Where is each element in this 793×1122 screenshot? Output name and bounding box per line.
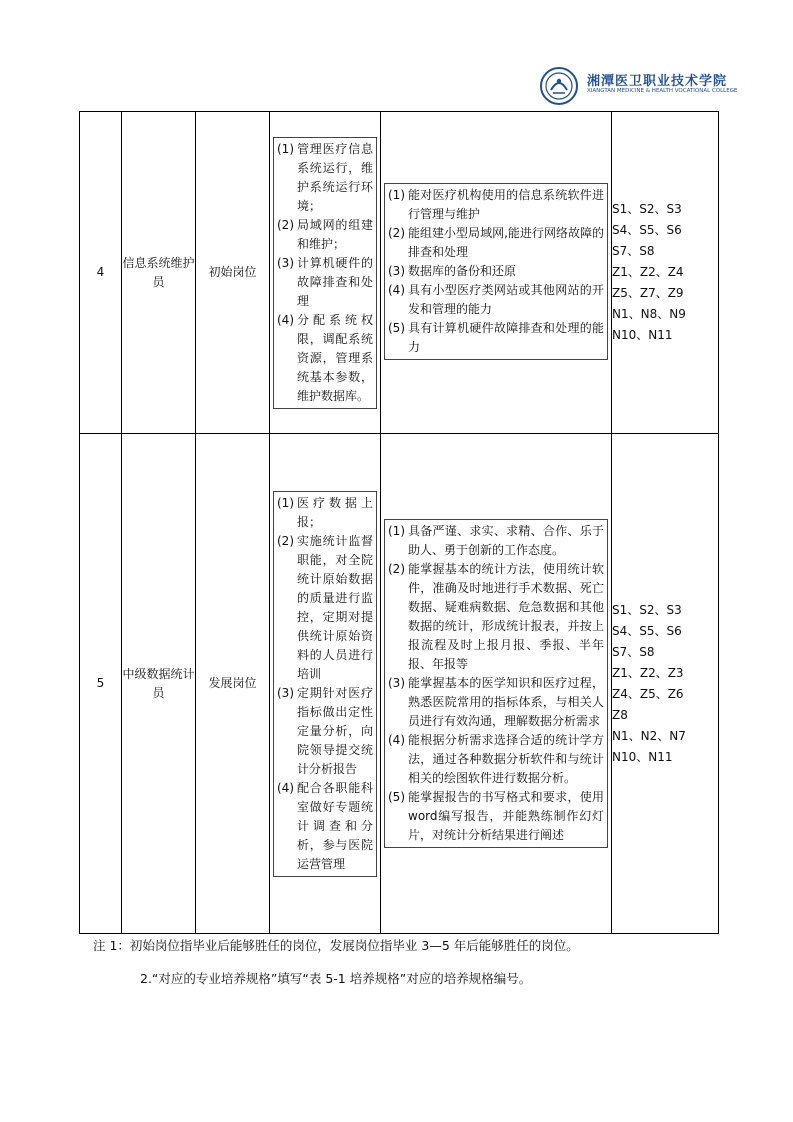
list-item <box>277 684 373 779</box>
college-emblem-icon <box>537 66 581 106</box>
list-item <box>388 262 604 281</box>
table-notes <box>93 936 733 989</box>
position-name: 信息系统维护员 <box>122 112 196 434</box>
item-text: 能掌握基本的医学知识和医疗过程，熟悉医院常用的指标体系，与相关人员进行有效沟通，理解数据分析需求 <box>408 676 604 728</box>
item-text: 具备严谨、求实、求精、合作、乐于助人、勇于创新的工作态度。 <box>408 524 604 557</box>
item-number: (1) <box>277 141 294 156</box>
item-number: (3) <box>388 263 405 278</box>
spec-code: N1、N8、N9 <box>612 307 686 321</box>
spec-code: N10、N11 <box>612 328 673 342</box>
work-tasks-list <box>273 137 377 409</box>
college-logo <box>537 66 738 106</box>
item-number: (1) <box>388 524 405 538</box>
item-number: (4) <box>277 312 294 327</box>
item-number: (1) <box>277 495 294 510</box>
position-name: 中级数据统计员 <box>122 434 196 934</box>
item-text: 定期针对医疗指标做出定性定量分析，向院领导提交统计分析报告 <box>297 685 373 776</box>
work-tasks-cell <box>270 434 381 934</box>
work-tasks-list <box>273 491 377 877</box>
spec-code: S4、S5、S6 <box>612 623 682 638</box>
item-number: (3) <box>277 255 294 270</box>
note-2: 2.“对应的专业培养规格”填写“表 5-1 培养规格”对应的培养规格编号。 <box>140 971 532 986</box>
item-text: 能根据分析需求选择合适的统计学方法，通过各种数据分析软件和与统计相关的绘图软件进行数据分析。 <box>408 733 604 785</box>
spec-code: S1、S2、S3 <box>612 602 682 617</box>
item-number: (4) <box>277 780 294 795</box>
item-number: (1) <box>388 187 405 202</box>
row-number: 5 <box>80 434 122 934</box>
item-text: 能掌握报告的书写格式和要求，使用word编写报告，并能熟练制作幻灯片，对统计分析结果进行阐述 <box>408 790 604 842</box>
abilities-cell <box>381 112 612 434</box>
list-item <box>277 254 373 311</box>
list-item <box>388 560 604 674</box>
item-number: (5) <box>388 320 405 335</box>
spec-code: S4、S5、S6 <box>612 223 682 237</box>
spec-code: Z5、Z7、Z9 <box>612 286 684 300</box>
note-1: 注 1：初始岗位指毕业后能够胜任的岗位，发展岗位指毕业 3—5 年后能够胜任的岗位。 <box>93 938 579 953</box>
list-item <box>277 216 373 254</box>
spec-codes-cell <box>612 434 719 934</box>
item-text: 具有小型医疗类网站或其他网站的开发和管理的能力 <box>408 282 604 316</box>
list-item <box>388 319 604 357</box>
list-item <box>388 224 604 262</box>
item-text: 能对医疗机构使用的信息系统软件进行管理与维护 <box>408 187 604 221</box>
item-number: (2) <box>388 562 405 576</box>
item-number: (2) <box>277 533 294 548</box>
abilities-list <box>384 519 608 848</box>
item-number: (3) <box>277 685 294 700</box>
item-text: 分配系统权限，调配系统资源，管理系统基本参数，维护数据库。 <box>297 312 373 403</box>
list-item <box>277 494 373 532</box>
spec-codes-cell <box>612 112 719 434</box>
spec-code: Z4、Z5、Z6 <box>612 686 684 701</box>
list-item <box>277 311 373 406</box>
item-text: 数据库的备份和还原 <box>408 263 517 278</box>
abilities-list <box>384 183 608 360</box>
position-type: 发展岗位 <box>196 434 270 934</box>
row-number: 4 <box>80 112 122 434</box>
table-row <box>80 434 719 934</box>
list-item <box>277 532 373 684</box>
list-item <box>388 674 604 731</box>
college-name-en: XIANGTAN MEDICINE & HEALTH VOCATIONAL COLLEGE <box>587 88 738 94</box>
item-text: 管理医疗信息系统运行，维护系统运行环境； <box>297 141 373 213</box>
item-number: (4) <box>388 733 405 747</box>
spec-code: S1、S2、S3 <box>612 202 682 216</box>
spec-code: Z8 <box>612 707 628 722</box>
list-item <box>277 140 373 216</box>
list-item <box>277 779 373 874</box>
item-text: 局域网的组建和维护； <box>297 217 373 251</box>
item-text: 能掌握基本的统计方法，使用统计软件，准确及时地进行手术数据、死亡数据、疑难病数据、危急数据和其他数据的统计，形成统计报表，并按上报流程及时上报月报、季报、半年报、年报等 <box>408 562 604 671</box>
list-item <box>388 788 604 845</box>
list-item <box>388 731 604 788</box>
work-tasks-cell <box>270 112 381 434</box>
spec-code: N1、N2、N7 <box>612 728 686 743</box>
abilities-cell <box>381 434 612 934</box>
item-number: (5) <box>388 790 405 804</box>
item-number: (3) <box>388 676 405 690</box>
item-text: 实施统计监督职能，对全院统计原始数据的质量进行监控，定期对提供统计原始资料的人员进行培训 <box>297 533 373 681</box>
item-text: 医疗数据上报； <box>297 495 373 529</box>
spec-code: N10、N11 <box>612 749 673 764</box>
item-text: 具有计算机硬件故障排查和处理的能力 <box>408 320 604 354</box>
item-number: (2) <box>277 217 294 232</box>
item-number: (4) <box>388 282 405 297</box>
list-item <box>388 522 604 560</box>
item-text: 计算机硬件的故障排查和处理 <box>297 255 373 308</box>
college-name: 湘潭医卫职业技术学院 <box>587 74 728 89</box>
spec-code: Z1、Z2、Z4 <box>612 265 684 279</box>
position-table <box>79 111 719 934</box>
list-item <box>388 186 604 224</box>
spec-code: S7、S8 <box>612 644 655 659</box>
table-row <box>80 112 719 434</box>
spec-code: Z1、Z2、Z3 <box>612 665 684 680</box>
item-number: (2) <box>388 225 405 240</box>
position-type: 初始岗位 <box>196 112 270 434</box>
item-text: 能组建小型局域网,能进行网络故障的排查和处理 <box>408 225 604 259</box>
item-text: 配合各职能科室做好专题统计调查和分析，参与医院运营管理 <box>297 780 373 871</box>
list-item <box>388 281 604 319</box>
spec-code: S7、S8 <box>612 244 655 258</box>
